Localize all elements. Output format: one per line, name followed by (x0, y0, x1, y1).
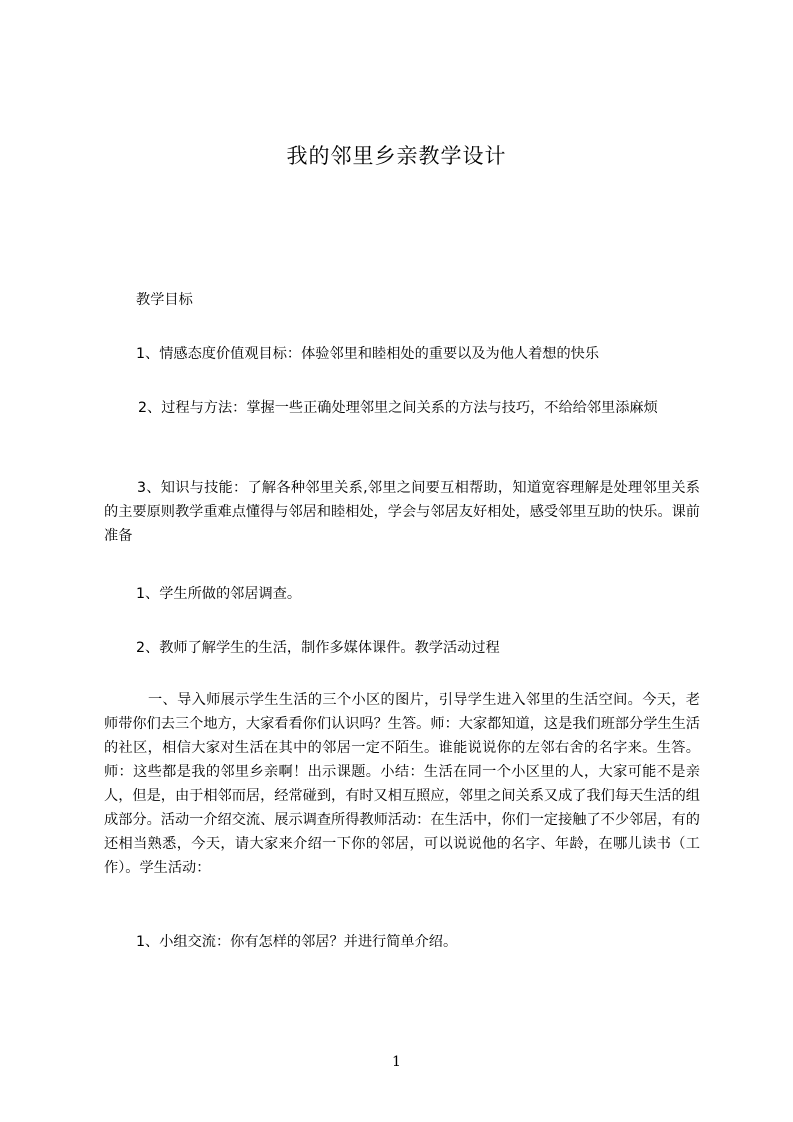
paragraph-prep-1: 1、学生所做的邻居调查。 (136, 586, 302, 602)
paragraph-activity-intro: 一、导入师展示学生生活的三个小区的图片，引导学生进入邻里的生活空间。今天，老师带你们去三个地方，大家看看你们认识吗？生答。师：大家都知道，这是我们班部分学生生活的社区，相信大家对生活在其中的邻居一定不陌生。谁能说说你的左邻右舍的名字来。生答。师：这些都是我的邻里乡亲啊！出示课题。小结：生活在同一个小区里的人，大家可能不是亲人，但是，由于相邻而居，经常碰到，有时又相互照应，邻里之间关系又成了我们每天生活的组成部分。活动一介绍交流、展示调查所得教师活动：在生活中，你们一定接触了不少邻居，有的还相当熟悉，今天，请大家来介绍一下你的邻居，可以说说他的名字、年龄，在哪儿读书（工作）。学生活动： (104, 692, 700, 876)
document-title: 我的邻里乡亲教学设计 (286, 144, 507, 168)
paragraph-group-exchange: 1、小组交流：你有怎样的邻居？并进行简单介绍。 (136, 934, 458, 950)
paragraph-goal-1: 1、情感态度价值观目标：体验邻里和睦相处的重要以及为他人着想的快乐 (136, 346, 600, 362)
paragraph-teaching-goals-heading: 教学目标 (136, 292, 193, 308)
paragraph-goal-3: 3、知识与技能：了解各种邻里关系,邻里之间要互相帮助，知道宽容理解是处理邻里关系的主要原则教学重难点懂得与邻居和睦相处，学会与邻居友好相处，感受邻里互助的快乐。课前准备 (104, 480, 700, 544)
paragraph-prep-2: 2、教师了解学生的生活，制作多媒体课件。教学活动过程 (136, 640, 500, 656)
paragraph-goal-2: 2、过程与方法：掌握一些正确处理邻里之间关系的方法与技巧，不给给邻里添麻烦 (138, 400, 658, 416)
page-number: 1 (392, 1054, 401, 1070)
